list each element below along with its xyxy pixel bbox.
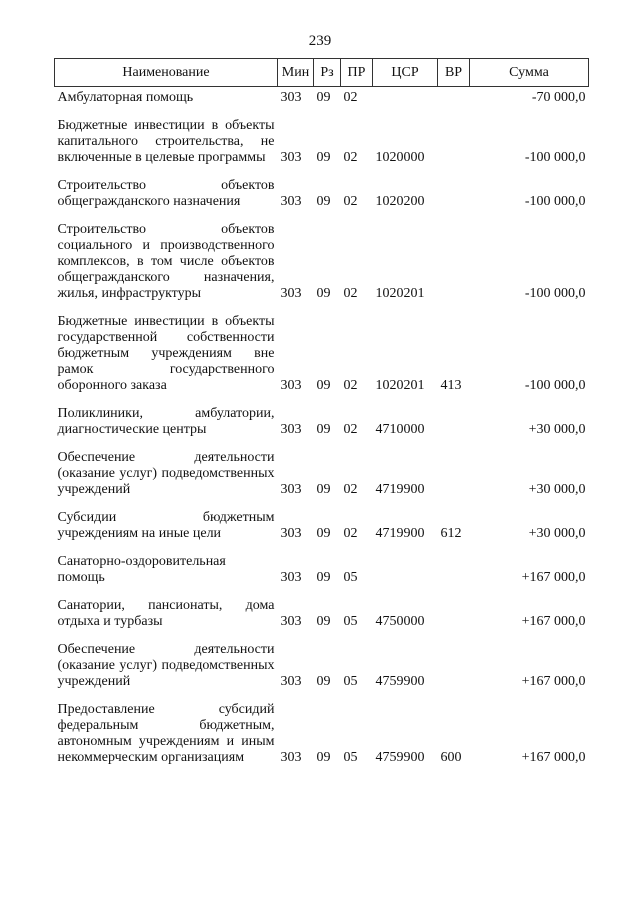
row-rz: 09 (316, 90, 331, 105)
row-min: 303 (280, 526, 302, 541)
header-min: Мин (278, 59, 314, 87)
row-min: 303 (280, 286, 302, 301)
row-sum: +30 000,0 (528, 526, 586, 541)
row-csr (373, 554, 438, 598)
row-name: Строительство объектов общегражданского назначения (57, 178, 275, 209)
row-pr: 02 (343, 286, 358, 301)
row-pr: 05 (343, 570, 358, 585)
row-name: Поликлиники, амбулатории, диагностические центры (57, 406, 275, 437)
row-name: Бюджетные инвестиции в объекты государственной собственности бюджетным учреждениям вне рамок государственного оборонного заказа (57, 314, 275, 393)
header-vr: ВР (438, 59, 470, 87)
row-pr: 02 (343, 526, 358, 541)
row-vr (438, 118, 470, 178)
row-pr: 02 (343, 482, 358, 497)
table-row (55, 450, 589, 510)
row-pr: 02 (343, 422, 358, 437)
table-row (55, 510, 589, 554)
row-csr: 1020201 (375, 286, 425, 301)
row-vr (438, 87, 470, 119)
row-name: Обеспечение деятельности (оказание услуг) подведомственных учреждений (57, 642, 275, 689)
row-csr: 4759900 (375, 674, 425, 689)
row-sum: -100 000,0 (524, 286, 586, 301)
row-rz: 09 (316, 674, 331, 689)
row-sum: -100 000,0 (524, 150, 586, 165)
row-csr: 1020201 (375, 378, 425, 393)
row-min: 303 (280, 150, 302, 165)
row-name: Амбулаторная помощь (57, 90, 194, 105)
table-row (55, 598, 589, 642)
row-rz: 09 (316, 286, 331, 301)
row-rz: 09 (316, 482, 331, 497)
table-row (55, 642, 589, 702)
row-pr: 05 (343, 674, 358, 689)
row-min: 303 (280, 194, 302, 209)
row-rz: 09 (316, 526, 331, 541)
table-row (55, 554, 589, 598)
header-rz: Рз (314, 59, 341, 87)
row-rz: 09 (316, 150, 331, 165)
row-csr: 1020000 (375, 150, 425, 165)
row-sum: -70 000,0 (531, 90, 586, 105)
row-pr: 02 (343, 378, 358, 393)
header-sum: Сумма (470, 59, 589, 87)
row-sum: +167 000,0 (521, 750, 586, 765)
row-csr: 4719900 (375, 526, 425, 541)
row-sum: +167 000,0 (521, 570, 586, 585)
row-csr: 4750000 (375, 614, 425, 629)
row-pr: 02 (343, 194, 358, 209)
row-rz: 09 (316, 378, 331, 393)
row-csr: 1020200 (375, 194, 425, 209)
row-sum: +30 000,0 (528, 422, 586, 437)
row-min: 303 (280, 570, 302, 585)
row-vr: 612 (440, 526, 462, 541)
table-header (55, 59, 589, 87)
header-name: Наименование (55, 59, 278, 87)
budget-table (54, 58, 589, 778)
row-name: Предоставление субсидий федеральным бюджетным, автономным учреждениям и иным некоммерческим организациям (57, 702, 275, 765)
row-pr: 05 (343, 750, 358, 765)
row-pr: 05 (343, 614, 358, 629)
row-rz: 09 (316, 750, 331, 765)
row-name: Строительство объектов социального и производственного комплексов, в том числе объектов общегражданского назначения, жилья, инфраструктуры (57, 222, 275, 301)
row-min: 303 (280, 422, 302, 437)
row-rz: 09 (316, 614, 331, 629)
row-csr: 4710000 (375, 422, 425, 437)
row-sum: +167 000,0 (521, 614, 586, 629)
row-name: Санаторно-оздоровительная помощь (57, 554, 226, 585)
row-sum: +167 000,0 (521, 674, 586, 689)
row-vr (438, 222, 470, 314)
row-name: Санатории, пансионаты, дома отдыха и турбазы (57, 598, 275, 629)
table-body (55, 87, 589, 779)
row-vr (438, 554, 470, 598)
table-row (55, 178, 589, 222)
row-name: Субсидии бюджетным учреждениям на иные цели (57, 510, 275, 541)
row-vr (438, 406, 470, 450)
table-row (55, 406, 589, 450)
row-min: 303 (280, 482, 302, 497)
table-row (55, 314, 589, 406)
row-name: Обеспечение деятельности (оказание услуг) подведомственных учреждений (57, 450, 275, 497)
row-min: 303 (280, 90, 302, 105)
row-sum: -100 000,0 (524, 194, 586, 209)
row-csr (373, 87, 438, 119)
row-rz: 09 (316, 422, 331, 437)
table-row (55, 702, 589, 778)
table-row (55, 118, 589, 178)
table-row (55, 87, 589, 119)
row-vr (438, 178, 470, 222)
row-sum: -100 000,0 (524, 378, 586, 393)
row-vr: 600 (440, 750, 462, 765)
header-pr: ПР (341, 59, 373, 87)
row-vr: 413 (440, 378, 462, 393)
row-vr (438, 642, 470, 702)
header-csr: ЦСР (373, 59, 438, 87)
row-vr (438, 450, 470, 510)
row-rz: 09 (316, 570, 331, 585)
row-min: 303 (280, 378, 302, 393)
row-pr: 02 (343, 150, 358, 165)
row-min: 303 (280, 750, 302, 765)
row-csr: 4719900 (375, 482, 425, 497)
row-name: Бюджетные инвестиции в объекты капитального строительства, не включенные в целевые программы (57, 118, 275, 165)
row-sum: +30 000,0 (528, 482, 586, 497)
row-csr: 4759900 (375, 750, 425, 765)
row-rz: 09 (316, 194, 331, 209)
row-pr: 02 (343, 90, 358, 105)
page-number: 239 (308, 33, 332, 49)
row-min: 303 (280, 614, 302, 629)
row-min: 303 (280, 674, 302, 689)
table-row (55, 222, 589, 314)
row-vr (438, 598, 470, 642)
